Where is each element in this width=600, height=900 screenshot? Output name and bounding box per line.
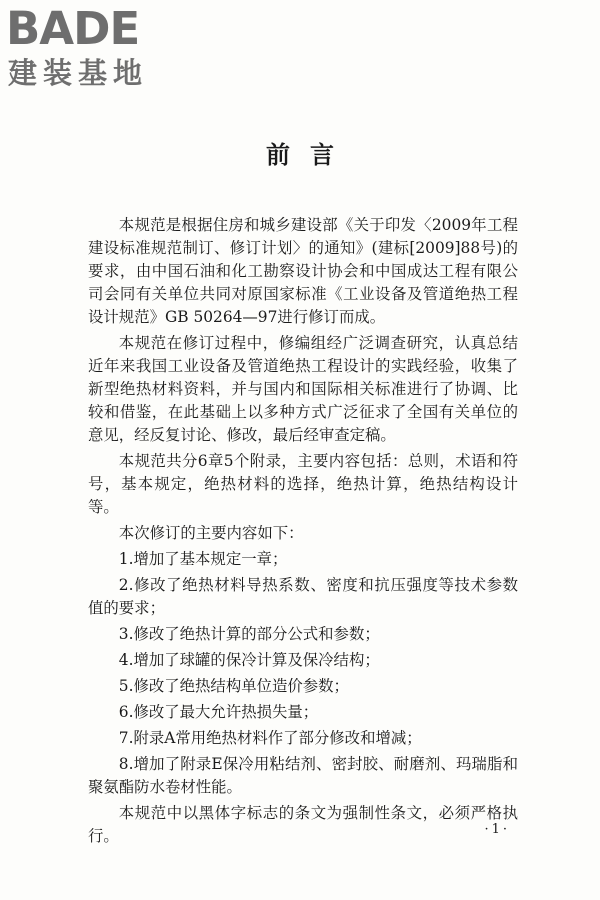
revision-item-8: 8.增加了附录E保冷用粘结剂、密封胶、耐磨剂、玛瑞脂和聚氨酯防水卷材性能。	[88, 755, 518, 796]
revision-item-6: 6.修改了最大允许热损失量；	[118, 703, 319, 721]
revision-item-4: 4.增加了球罐的保冷计算及保冷结构；	[118, 651, 380, 669]
page-title: 前言	[266, 141, 354, 169]
preface-body	[88, 214, 518, 851]
page-number: ·1·	[484, 822, 510, 837]
revision-item-5: 5.修改了绝热结构单位造价参数；	[118, 677, 349, 695]
paragraph-basis: 本规范是根据住房和城乡建设部《关于印发〈2009年工程建设标准规范制订、修订计划〉的通知》(建标[2009]88号)的要求，由中国石油和化工勘察设计协会和中国成达工程有限公司会同有关单位共同对原国家标准《工业设备及管道绝热工程设计规范》GB 50264—97进行修订而成。	[88, 216, 518, 326]
bade-logo	[6, 4, 178, 96]
revision-item-7: 7.附录A常用绝热材料作了部分修改和增减；	[118, 729, 422, 747]
paragraph-mandatory-note: 本规范中以黑体字标志的条文为强制性条文，必须严格执行。	[88, 804, 518, 845]
paragraph-process: 本规范在修订过程中，修编组经广泛调查研究，认真总结近年来我国工业设备及管道绝热工程设计的实践经验，收集了新型绝热材料资料，并与国内和国际相关标准进行了协调、比较和借鉴，在此基础上以多种方式广泛征求了全国有关单位的意见，经反复讨论、修改，最后经审查定稿。	[88, 334, 518, 444]
revision-item-3: 3.修改了绝热计算的部分公式和参数；	[118, 625, 380, 643]
paragraph-structure: 本规范共分6章5个附录，主要内容包括：总则，术语和符号，基本规定，绝热材料的选择，绝热计算，绝热结构设计等。	[88, 452, 518, 516]
revision-item-2: 2.修改了绝热材料导热系数、密度和抗压强度等技术参数值的要求；	[88, 576, 518, 617]
revision-item-1: 1.增加了基本规定一章；	[118, 550, 288, 568]
logo-subtitle: 建装基地	[8, 56, 149, 90]
paragraph-revisions-intro: 本次修订的主要内容如下：	[118, 524, 304, 542]
logo-wordmark: BADE	[6, 2, 140, 55]
